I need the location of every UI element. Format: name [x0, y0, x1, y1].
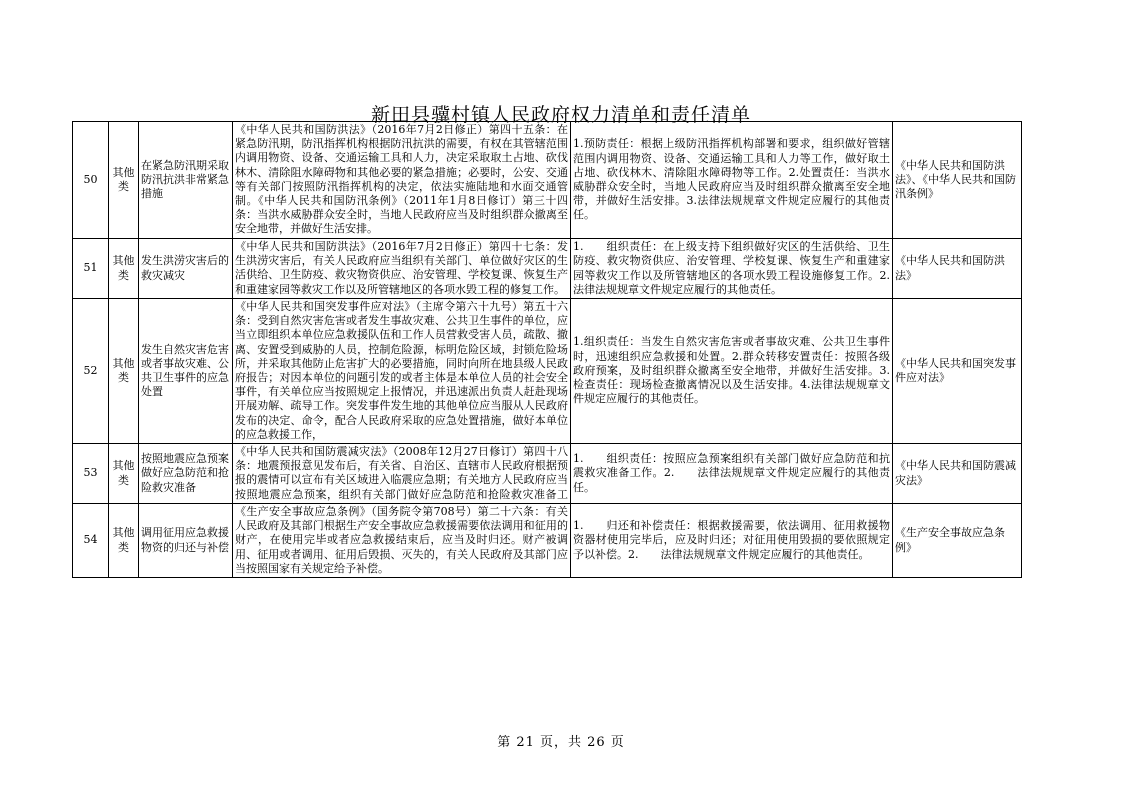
row-item-name: 发生自然灾害危害或者事故灾难、公共卫生事件的应急处置: [139, 299, 233, 444]
row-responsibility: 1. 组织责任：按照应急预案组织有关部门做好应急防范和抗震救灾准备工作。2. 法律法规规章文件规定应履行的其他责任。: [571, 444, 893, 504]
row-number: 50: [73, 122, 109, 239]
legal-basis-text: 《中华人民共和国突发事件应对法》（主席令第六十九号）第五十六条：受到自然灾害危害或者发生事故灾难、公共卫生事件的单位，应当立即组织本单位应急救援队伍和工作人员营救受害人员，疏散、撤离、安置受到威胁的人员，控制危险源，标明危险区域，封锁危险场所，并采取其他防止危害扩大的必要措施，同时向所在地县级人民政府报告；对因本单位的问题引发的或者主体是本单位人员的社会安全事件，有关单位应当按照规定上报情况，并迅速派出负责人赶赴现场开展劝解、疏导工作。突发事件发生地的其他单位应当服从人民政府发布的决定、命令，配合人民政府采取的应急处置措施，做好本单位的应急救援工作，: [235, 300, 568, 441]
row-item-name: 在紧急防汛期采取防汛抗洪非常紧急措施: [139, 122, 233, 239]
page-title: 新田县骥村镇人民政府权力清单和责任清单: [370, 104, 751, 126]
row-responsibility: 1.组织责任：当发生自然灾害危害或者事故灾难、公共卫生事件时，迅速组织应急救援和处置。2.群众转移安置责任：按照各级政府预案，及时组织群众撤离至安全地带，并做好生活安排。3.检查责任：现场检查撤离情况以及生活安排。4.法律法规规章文件规定应履行的其他责任。: [571, 299, 893, 444]
legal-basis-text: 《生产安全事故应急条例》（国务院令第708号）第二十六条：有关人民政府及其部门根据生产安全事故应急救援需要依法调用和征用的财产，在使用完毕或者应急救援结束后，应当及时归还。财产被调用、征用或者调用、征用后毁损、灭失的，有关人民政府及其部门应当按照国家有关规定给予补偿。: [235, 505, 568, 575]
row-law-reference: 《中华人民共和国防震减灾法》: [893, 444, 1022, 504]
row-category: 其他类: [109, 299, 139, 444]
power-responsibility-table: [72, 121, 1022, 578]
page-footer: 第 21 页，共 26 页: [497, 735, 625, 750]
row-item-name: 调用征用应急救援物资的归还与补偿: [139, 504, 233, 578]
row-law-reference: 《生产安全事故应急条例》: [893, 504, 1022, 578]
row-item-name: 发生洪涝灾害后的救灾减灾: [139, 239, 233, 299]
table-row: [73, 444, 1022, 504]
row-number: 52: [73, 299, 109, 444]
row-number: 53: [73, 444, 109, 504]
row-category: 其他类: [109, 504, 139, 578]
table-row: [73, 122, 1022, 239]
row-law-reference: 《中华人民共和国防洪法》: [893, 239, 1022, 299]
table-row: [73, 239, 1022, 299]
table-row: [73, 504, 1022, 578]
row-legal-basis: [233, 504, 571, 578]
row-category: 其他类: [109, 122, 139, 239]
legal-basis-text: 《中华人民共和国防洪法》（2016年7月2日修正）第四十七条：发生洪涝灾害后，有关人民政府应当组织有关部门、单位做好灾区的生活供给、卫生防疫、救灾物资供应、治安管理、学校复课、恢复生产和重建家园等救灾工作以及所管辖地区的各项水毁工程的修复工作。: [235, 240, 568, 296]
row-responsibility: 1. 组织责任：在上级支持下组织做好灾区的生活供给、卫生防疫、救灾物资供应、治安管理、学校复课、恢复生产和重建家园等救灾工作以及所管辖地区的各项水毁工程设施修复工作。2. 法律法规规章文件规定应履行的其他责任。: [571, 239, 893, 299]
row-item-name: 按照地震应急预案做好应急防范和抢险救灾准备: [139, 444, 233, 504]
row-number: 54: [73, 504, 109, 578]
legal-basis-text: 《中华人民共和国防震减灾法》（2008年12月27日修订）第四十八条：地震预报意见发布后，有关省、自治区、直辖市人民政府根据预报的震情可以宣布有关区域进入临震应急期；有关地方人民政府应当按照地震应急预案，组织有关部门做好应急防范和抢险救灾准备工: [235, 445, 568, 501]
row-legal-basis: [233, 122, 571, 239]
legal-basis-text: 《中华人民共和国防洪法》（2016年7月2日修正）第四十五条：在紧急防汛期，防汛指挥机构根据防汛抗洪的需要，有权在其管辖范围内调用物资、设备、交通运输工具和人力，决定采取取土占地、砍伐林木、清除阻水障碍物和其他必要的紧急措施；必要时，公安、交通等有关部门按照防汛指挥机构的决定，依法实施陆地和水面交通管制。《中华人民共和国防汛条例》（2011年1月8日修订）第三十四条：当洪水威胁群众安全时，当地人民政府应当及时组织群众撤离至安全地带，并做好生活安排。: [235, 123, 568, 236]
row-category: 其他类: [109, 444, 139, 504]
row-category: 其他类: [109, 239, 139, 299]
row-number: 51: [73, 239, 109, 299]
row-responsibility: 1.预防责任：根据上级防汛指挥机构部署和要求，组织做好管辖范围内调用物资、设备、交通运输工具和人力等工作，做好取土占地、砍伐林木、清除阻水障碍物等工作。2.处置责任：当洪水威胁群众安全时，当地人民政府应当及时组织群众撤离至安全地带，并做好生活安排。3.法律法规规章文件规定应履行的其他责任。: [571, 122, 893, 239]
row-responsibility: 1. 归还和补偿责任：根据救援需要，依法调用、征用救援物资器材使用完毕后，应及时归还；对征用使用毁损的要依照规定予以补偿。2. 法律法规规章文件规定应履行的其他责任。: [571, 504, 893, 578]
row-legal-basis: [233, 444, 571, 504]
row-law-reference: 《中华人民共和国突发事件应对法》: [893, 299, 1022, 444]
row-legal-basis: [233, 299, 571, 444]
table-row: [73, 299, 1022, 444]
row-law-reference: 《中华人民共和国防洪法》、《中华人民共和国防汛条例》: [893, 122, 1022, 239]
row-legal-basis: [233, 239, 571, 299]
